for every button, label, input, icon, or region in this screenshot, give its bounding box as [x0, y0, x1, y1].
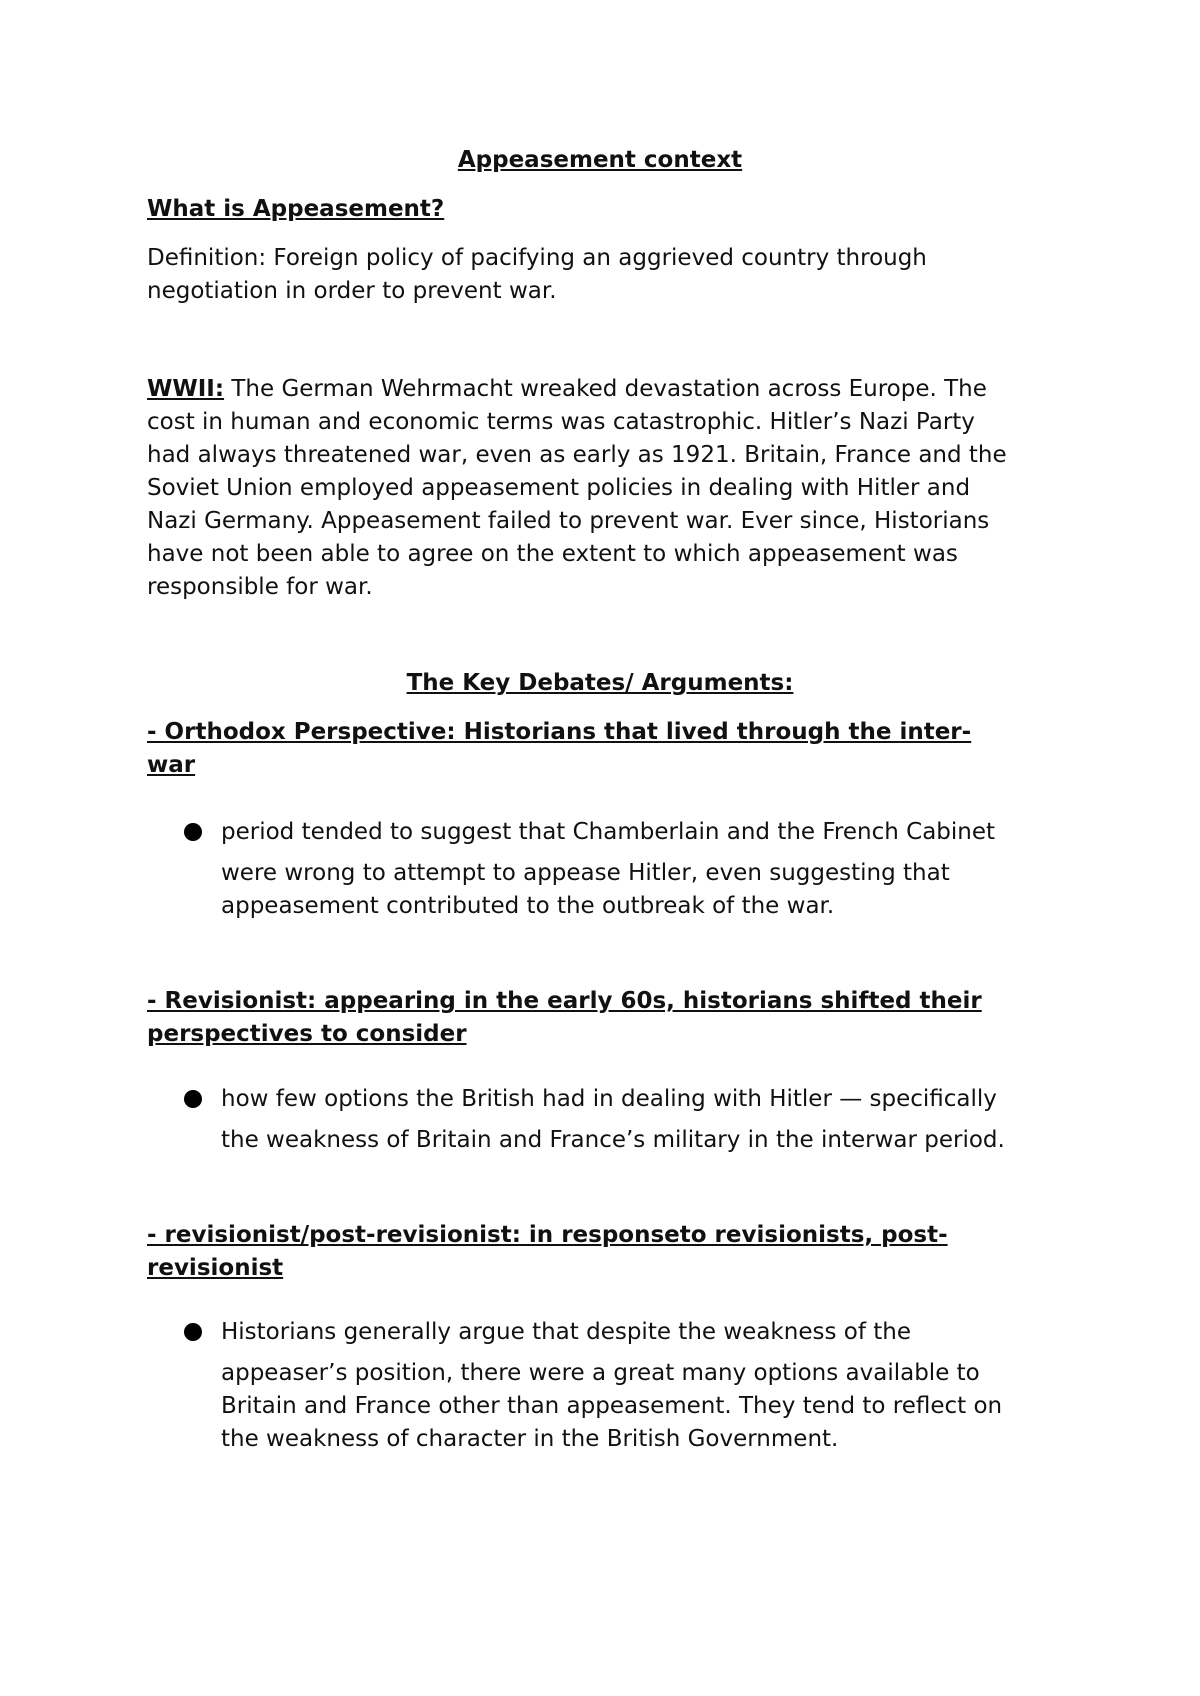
revisionist-bullet-line: the weakness of Britain and France’s military in the interwar period. [221, 1127, 1005, 1153]
revisionist-heading: - Revisionist: appearing in the early 60s, historians shifted their [147, 988, 982, 1014]
orthodox-bullet-line: appeasement contributed to the outbreak of the war. [221, 893, 835, 919]
post-revisionist-heading: revisionist [147, 1255, 284, 1281]
definition-line: Definition: Foreign policy of pacifying an aggrieved country through [147, 245, 927, 271]
bullet-icon [184, 1090, 202, 1108]
debates-heading: The Key Debates/ Arguments: [406, 670, 794, 696]
bullet-icon [184, 1323, 202, 1341]
orthodox-bullet-line: period tended to suggest that Chamberlain and the French Cabinet [221, 819, 996, 845]
wwii-label: WWII: [147, 376, 225, 402]
what-is-heading: What is Appeasement? [147, 196, 445, 222]
wwii-line: cost in human and economic terms was catastrophic. Hitler’s Nazi Party [147, 409, 975, 435]
definition-line: negotiation in order to prevent war. [147, 278, 557, 304]
wwii-line: have not been able to agree on the extent to which appeasement was [147, 541, 958, 567]
wwii-line: responsible for war. [147, 574, 373, 600]
revisionist-bullet-line: how few options the British had in dealing with Hitler — specifically [221, 1086, 997, 1112]
post-revisionist-bullet-line: Historians generally argue that despite the weakness of the [221, 1319, 911, 1345]
post-revisionist-bullet-line: appeaser’s position, there were a great many options available to [221, 1360, 980, 1386]
wwii-line: Soviet Union employed appeasement policies in dealing with Hitler and [147, 475, 971, 501]
wwii-text: The German Wehrmacht wreaked devastation across Europe. The [224, 376, 987, 402]
wwii-line: Nazi Germany. Appeasement failed to prevent war. Ever since, Historians [147, 508, 990, 534]
wwii-line: had always threatened war, even as early as 1921. Britain, France and the [147, 442, 1007, 468]
revisionist-heading: perspectives to consider [147, 1021, 467, 1047]
post-revisionist-heading: - revisionist/post-revisionist: in responseto revisionists, post- [147, 1222, 948, 1248]
post-revisionist-bullet-line: Britain and France other than appeasement. They tend to reflect on [221, 1393, 1003, 1419]
orthodox-heading: war [147, 752, 196, 778]
wwii-first-line [147, 373, 987, 405]
bullet-icon [184, 823, 202, 841]
post-revisionist-bullet-line: the weakness of character in the British Government. [221, 1426, 839, 1452]
document-title: Appeasement context [457, 147, 743, 173]
orthodox-bullet-line: were wrong to attempt to appease Hitler, even suggesting that [221, 860, 950, 886]
orthodox-heading: - Orthodox Perspective: Historians that lived through the inter- [147, 719, 972, 745]
